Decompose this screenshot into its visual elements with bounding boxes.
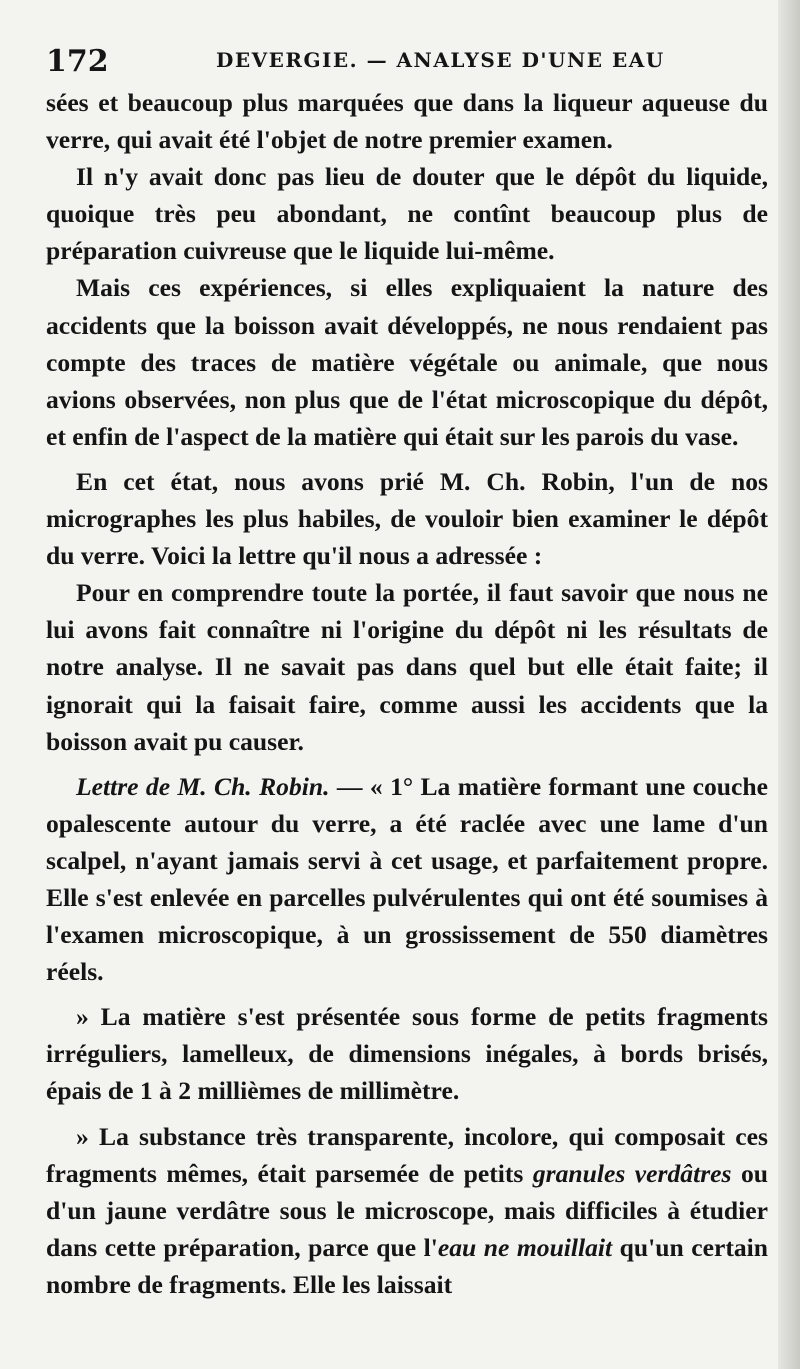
text-run: qu'un certain nombre de fragments. Elle les laissait <box>46 1232 768 1299</box>
paragraph: Mais ces expériences, si elles expliquaient la nature des accidents que la boisson avait développés, ne nous rendaient pas compte des traces de matière végétale ou animale, que nous avions observées, non plus que de l'état microscopique du dépôt, et enfin de l'aspect de la matière qui était sur les parois du vase. <box>46 273 768 451</box>
page-number: 172 <box>46 44 109 79</box>
text-run: » La substance très transparente, incolore, qui composait ces fragments mêmes, était parsemée de petits <box>46 1121 768 1188</box>
book-page <box>46 36 768 1303</box>
page-header <box>46 36 768 84</box>
text-run: ou d'un jaune verdâtre sous le microscope, mais difficiles à étudier dans cette préparation, parce que l' <box>46 1158 768 1262</box>
body-text <box>46 84 768 1303</box>
paragraph: Il n'y avait donc pas lieu de douter que le dépôt du liquide, quoique très peu abondant, ne contînt beaucoup plus de préparation cuivreuse que le liquide lui-même. <box>46 162 768 266</box>
paragraph: En cet état, nous avons prié M. Ch. Robin, l'un de nos micrographes les plus habiles, de vouloir bien examiner le dépôt du verre. Voici la lettre qu'il nous a adressée : <box>46 466 768 571</box>
paragraph: » La matière s'est présentée sous forme de petits fragments irréguliers, lamelleux, de dimensions inégales, à bords brisés, épais de 1 à 2 millièmes de millimètre. <box>46 1002 768 1106</box>
paragraph-spacer <box>46 455 768 463</box>
paragraph-continuation: sées et beaucoup plus marquées que dans la liqueur aqueuse du verre, qui avait été l'objet de notre premier examen. <box>46 88 768 155</box>
letter-text: — « 1° La matière formant une couche opalescente autour du verre, a été raclée avec une lame d'un scalpel, n'ayant jamais servi à cet usage, et parfaitement propre. Elle s'est enlevée en parcelles pulvérulentes qui ont été soumises à l'examen microscopique, à un grossissement de 550 diamètres réels. <box>46 771 768 987</box>
paragraph-spacer <box>46 1110 768 1118</box>
page-edge-shadow <box>778 0 800 1369</box>
paragraph: Pour en comprendre toute la portée, il faut savoir que nous ne lui avons fait connaître ni l'origine du dépôt ni les résultats de notre analyse. Il ne savait pas dans quel but elle était faite; il ignorait qui la faisait faire, comme aussi les accidents que la boisson avait pu causer. <box>46 578 768 756</box>
paragraph <box>46 1118 768 1303</box>
paragraph-spacer <box>46 990 768 998</box>
letter-paragraph <box>46 768 768 991</box>
letter-heading: Lettre de M. Ch. Robin. <box>76 771 330 801</box>
italic-term: eau ne mouillait <box>437 1232 613 1262</box>
running-head: DEVERGIE. — ANALYSE D'UNE EAU <box>216 48 665 72</box>
italic-term: granules verdâtres <box>532 1158 732 1188</box>
paragraph-spacer <box>46 760 768 768</box>
